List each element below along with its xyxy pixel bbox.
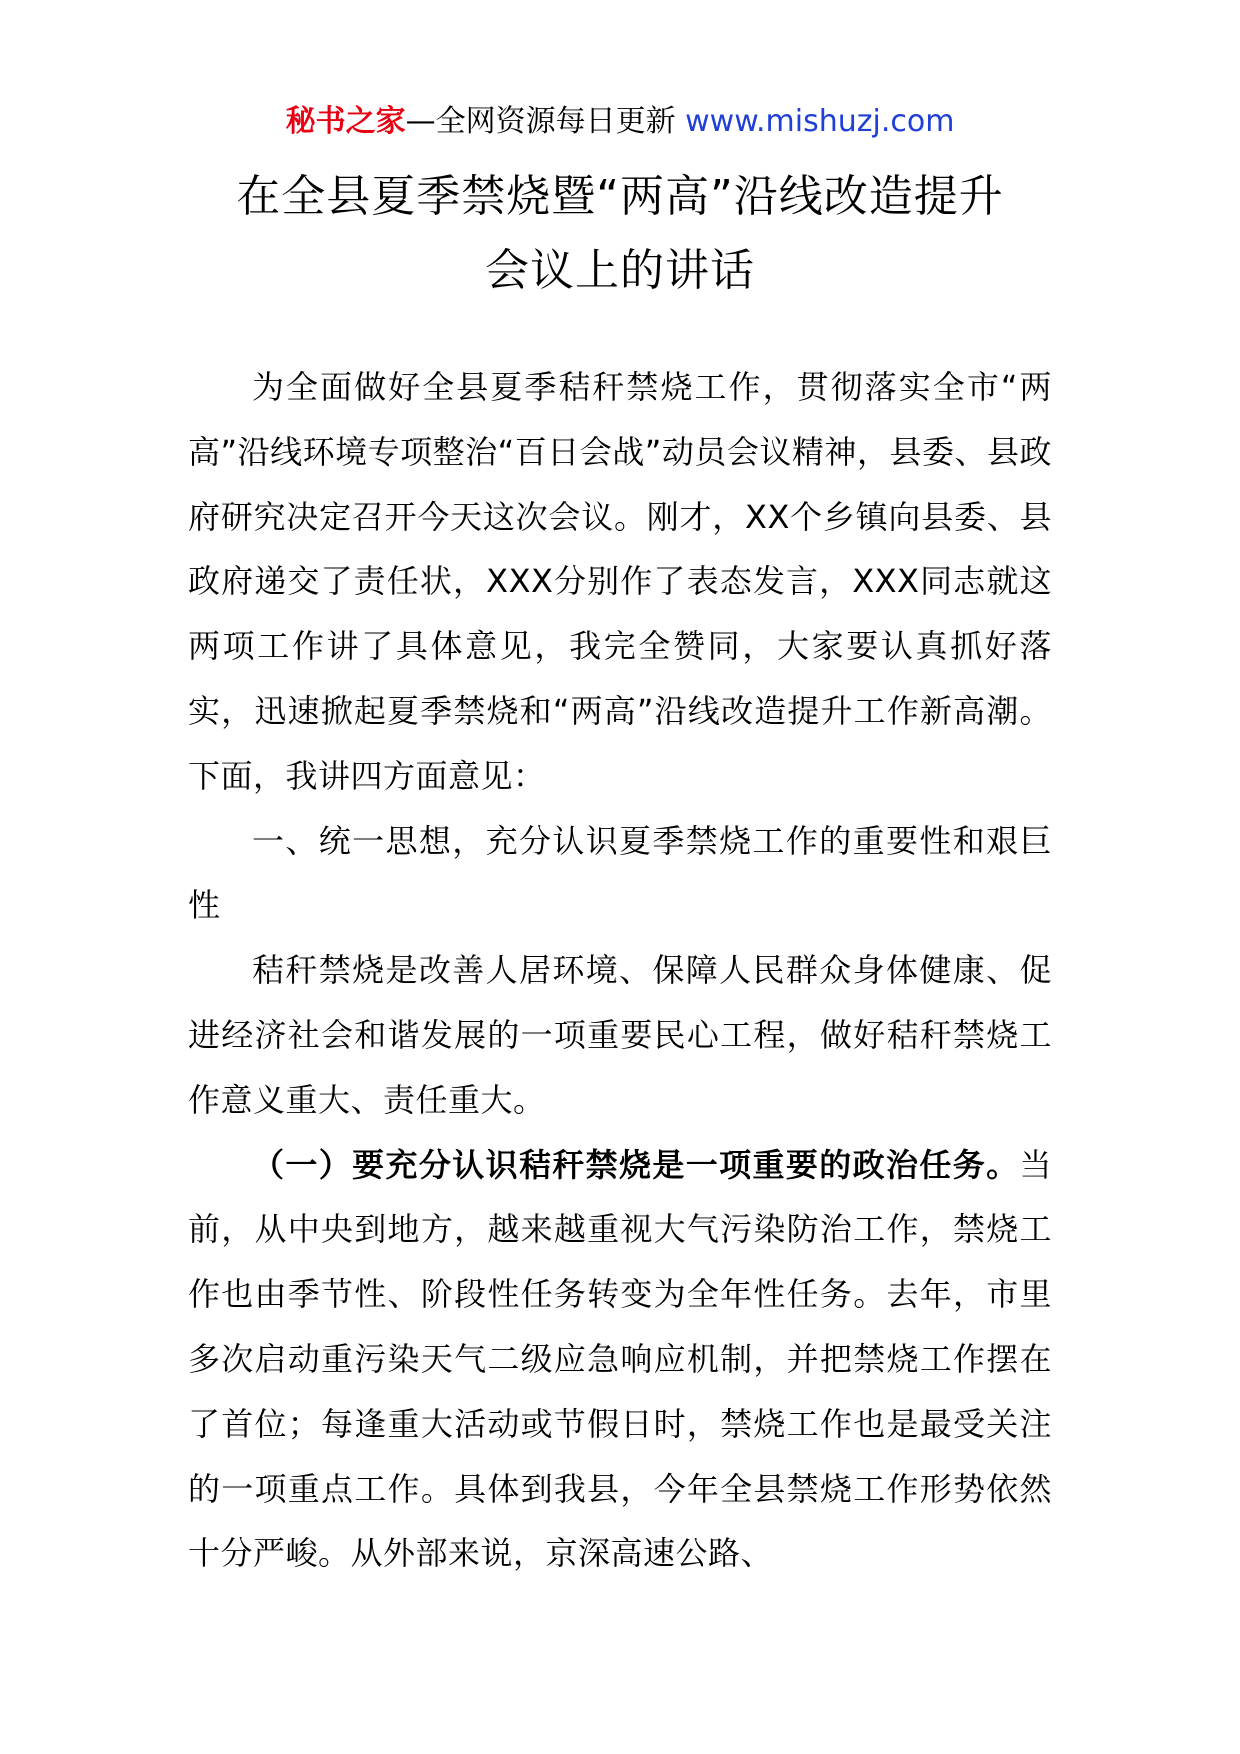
subsection-1-heading: （一）要充分认识秸秆禁烧是一项重要的政治任务。 xyxy=(252,1145,1020,1184)
title-line-1: 在全县夏季禁烧暨“两高”沿线改造提升 xyxy=(236,171,1004,222)
section-heading-1: 一、统一思想，充分认识夏季禁烧工作的重要性和艰巨性 xyxy=(188,821,1052,925)
header-tagline: —全网资源每日更新 xyxy=(405,104,686,139)
section-1-paragraph: 秸秆禁烧是改善人居环境、保障人民群众身体健康、促进经济社会和谐发展的一项重要民心工程，做好秸秆禁烧工作意义重大、责任重大。 xyxy=(188,951,1052,1119)
title-line-2: 会议上的讲话 xyxy=(485,245,755,296)
subsection-1-text: 当前，从中央到地方，越来越重视大气污染防治工作，禁烧工作也由季节性、阶段性任务转变为全年性任务。去年，市里多次启动重污染天气二级应急响应机制，并把禁烧工作摆在了首位；每逢重大活动或节假日时，禁烧工作也是最受关注的一项重点工作。具体到我县，今年全县禁烧工作形势依然十分严峻。从外部来说，京深高速公路、 xyxy=(188,1145,1052,1573)
document-body xyxy=(188,355,1052,1586)
document-title xyxy=(180,160,1060,308)
intro-paragraph: 为全面做好全县夏季秸秆禁烧工作，贯彻落实全市“两高”沿线环境专项整治“百日会战”动员会议精神，县委、县政府研究决定召开今天这次会议。刚才，XX个乡镇向县委、县政府递交了责任状，XXX分别作了表态发言，XXX同志就这两项工作讲了具体意见，我完全赞同，大家要认真抓好落实，迅速掀起夏季禁烧和“两高”沿线改造提升工作新高潮。下面，我讲四方面意见： xyxy=(188,368,1052,795)
site-url-link[interactable]: www.mishuzj.com xyxy=(685,104,955,139)
subsection-1-paragraph xyxy=(188,1133,1052,1587)
header-banner xyxy=(0,100,1240,144)
brand-name: 秘书之家 xyxy=(285,104,406,139)
